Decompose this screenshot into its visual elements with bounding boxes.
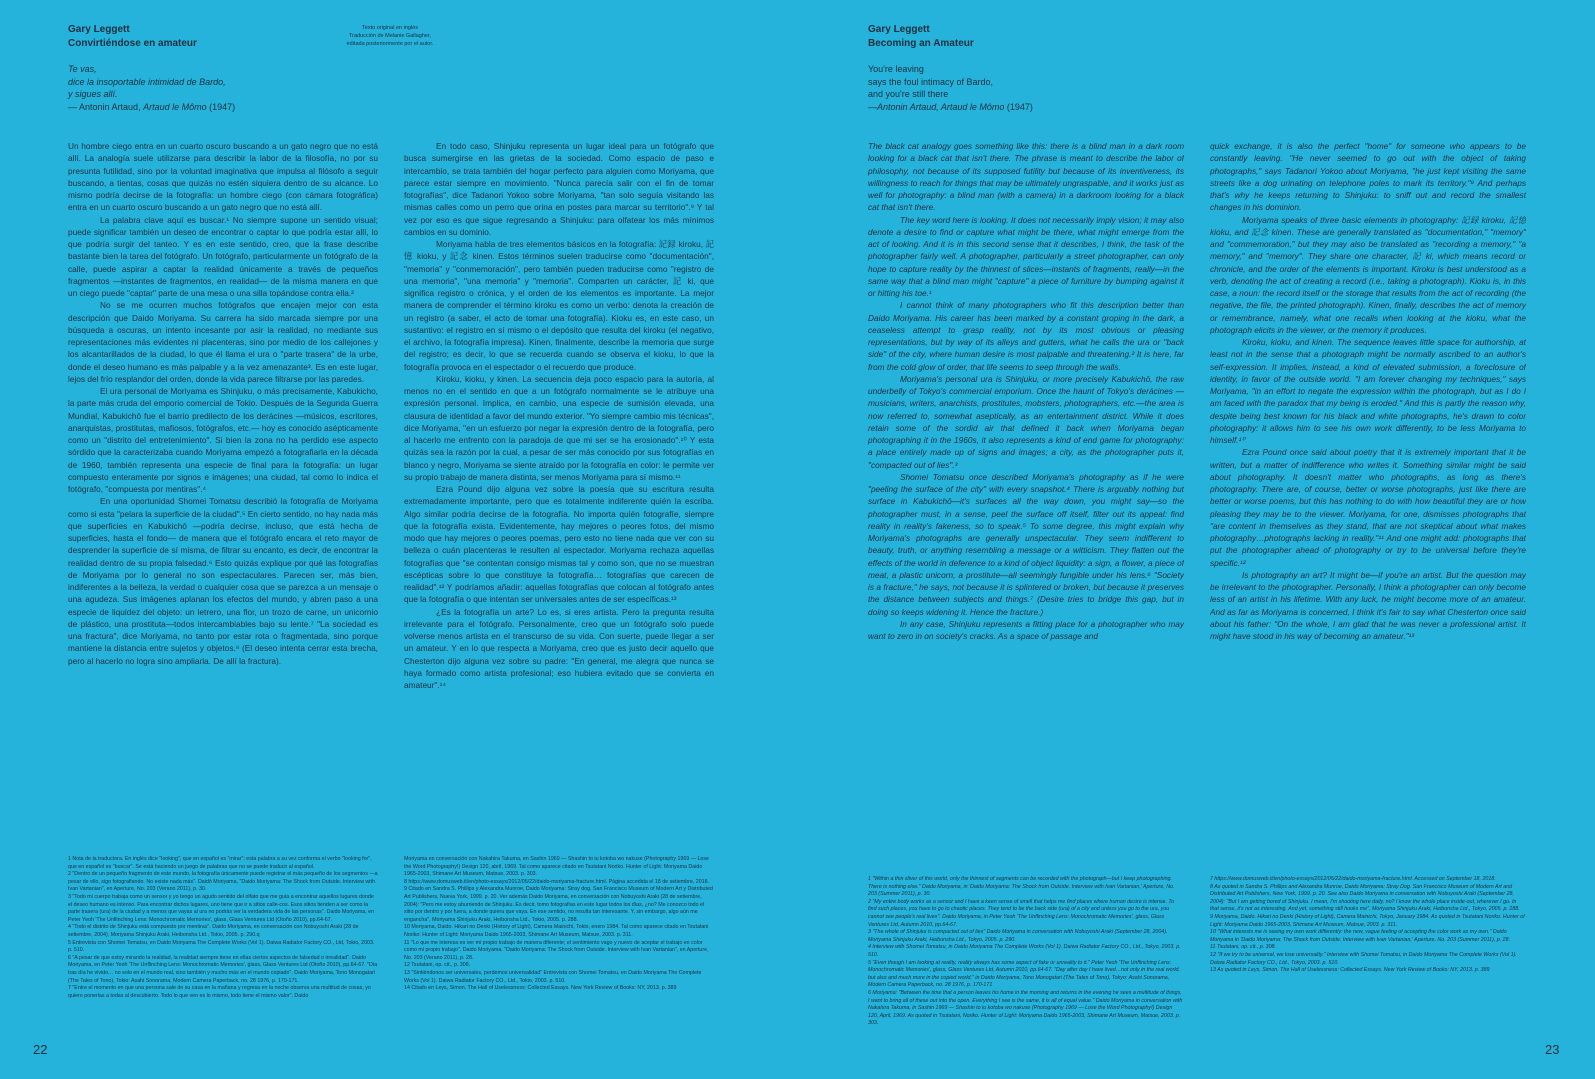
paragraph: Is photography an art? It might be—if you're an artist. But the question may be irrelevant to the photographer. Personally, I think a photographer can only become less of an artist in his lifetime. With any luck, he might become more of an amateur. And as far as Moriyama is concerned, I think it's fair to say what Chesterton once said about his father: "On the whole, I am glad that he was never a professional artist. It might have stood in his way of becoming an amateur."¹³ — [1210, 569, 1526, 641]
paragraph: Shomei Tomatsu once described Moriyama's photography as if he were "peeling the surface of the city" with every snapshot.⁴ There is arguably nothing but surface in Kabukichō—it's surfaces all the way down, you might say—so the photographer must, in a sense, peel the surface off itself, filter out its appeal: find reality in reality's fakeness, so to speak.⁵ To some degree, this might explain why Moriyama's photographs are generally unspectacular. They seem indifferent to beauty, truth, or anything resembling a message or a witticism. They flatten out the effects of the world in deference to a kind of object liquidity: a sign, a flower, a piece of meat, a plastic unicorn, a prostitute—all seemingly fungible under his lens.⁶ "Society is a fracture," he says, not because it is splintered or broken, but because it preserves the distance between subjects and things.⁷ (Desire tries to bridge this gap, but in doing so keeps widening it. Hence the fracture.) — [868, 471, 1184, 617]
paragraph: I cannot think of many photographers who fit this description better than Daido Moriyama. His career has been marked by a constant groping in the dark, a ceaseless attempt to grasp reality, not by its most obvious or pleasing representations, but by way of its alleys and gutters, what he calls the ura or "back side" of the city, where human desire is most palpable and threatening.² It is here, far from the cold glow of order, that life seems to seep through the walls. — [868, 300, 1184, 372]
paragraph: Moriyama habla de tres elementos básicos en la fotografía: 記録 kiroku, 記憶 kioku, y 記念 kinen. Estos términos suelen traducirse como "documentación", "memoria" y "conmemoración", pero también pueden traducirse como "registro de una memoria", "una memoria" y "memoria". Comparten un carácter, 記 ki, que significa registro o crónica, y el orden de los elementos es importante. La mejor manera de comprender el término kiroku es como un verbo: denota la creación de un registro (a saber, el acto de tomar una fotografía). Kioku es, en este caso, un sustantivo: el registro en sí mismo o el depósito que resulta del kiroku (el negativo, el archivo, la fotografía impresa). Kinen, finalmente, describe la memoria que surge del registro; es decir, lo que se recuerda cuando se observa el kioku, lo que la fotografía provoca en el espectador o el recuerdo que produce. — [404, 239, 714, 372]
paragraph: The key word here is looking. It does not necessarily imply vision; it may also denote a desire to find or capture what might be there, what might emerge from the act of looking. And it is in this second sense that it describes, I think, the task of the photographer fairly well. A photographer, particularly a street photographer, can only hope to capture reality by the thinnest of slices—instants of fragments, really—in the same way that a blind man might "capture" a piece of furniture by bumping against it or hitting his toe.¹ — [868, 214, 1184, 298]
footnote: 10 Moriyama, Daido. Hikari no Denki (History of Light), Camera Mainichi, Tokio, enero 1984. Tal como aparece citado en Tsutatani Noriko: Hunter of Light: Moriyama Daido 1965-2003, Shimane Art Museum, Matsue, 2003. p. 311. — [404, 924, 709, 938]
epigraph-attribution — [868, 101, 1168, 114]
left-translator-note — [330, 24, 450, 48]
paragraph: quick exchange, it is also the perfect "home" for someone who appears to be constantly leaving. "He never seemed to go out with the object of taking photographs," says Tadanori Yokoo about Moriyama, "he just kept visiting the same streets like a dog urinating on telephone poles to mark its territory."⁸ And perhaps that's why he keeps returning to Shinjuku: to sniff out and record the smallest changes in his dominion. — [1210, 141, 1526, 213]
footnote: 5 "Even though I am looking at reality, reality always has some aspect of fake or unreality to it." Peter Yeoh 'The Unflinching Lens: Monochromatic Memories', glass, Glass Ventures Ltd, Autumn 2010, pp.64-67. "Day after day I have lived…not only in the real world, but also and much more in the copied world," in Daido Moriyama, Tono Monogatari (The Tales of Tono), Tokyo: Asahi Sonorama, Modern Camera Paperback, no. 28 1976, p. 170-171 — [868, 959, 1180, 989]
paragraph: No se me ocurren muchos fotógrafos que encajen mejor con esta descripción que Daido Moriyama. Su carrera ha sido marcada siempre por una búsqueda a oscuras, un intento incesante por asir la realidad, no mediante sus representaciones más evidentes ni placenteras, sino por medio de los callejones y los alcantarillados de la ciudad, lo que él llama el ura o "parte trasera" de la urbe, donde el deseo humano es más palpable y a la vez amenazante³. Es en este lugar, lejos del frío resplandor del orden, donde la vida parece filtrarse por las paredes. — [68, 300, 378, 384]
footnote: 7 https://www.domusweb.it/en/photo-essays/2012/05/22/daido-moriyama-fracture.html. Accessed on September 18, 2018. — [1210, 876, 1496, 882]
epigraph-line: dice la insoportable intimidad de Bardo, — [68, 76, 226, 87]
epigraph-line: says the foul intimacy of Bardo, — [868, 76, 994, 87]
paragraph: ¿Es la fotografía un arte? Lo es, si eres artista. Pero la pregunta resulta irrelevante para el fotógrafo. Personalmente, creo que un fotógrafo solo puede volverse menos artista en el transcurso de su vida. Con suerte, puede llegar a ser un amateur. Y en lo que respecta a Moriyama, creo que es justo decir aquello que Chesterton dijo alguna vez sobre su padre: "En general, me alegra que nunca se haya formado como artista profesional; eso hubiera evitado que se convierta en amateur".¹⁴ — [404, 606, 714, 690]
footnote: 7 "Entre el momento en que una persona sale de su casa en la mañana y regresa en la noche observa una multitud de cosas, yo quiero ponerlas a todas al descubierto. Todo lo que veo es lo mismo, todo tiene el mismo valor". Daido — [68, 985, 371, 999]
footnote: 1 "Within a thin sliver of this world, only the thinnest of segments can be recorded with the photograph—but I keep photographing. There is nothing else." Daido Moriyama, in 'Daido Moriyama: The Shock from Outside. Interview with Ivan Vartanian,' Aperture, No. 203 (Summer 2011), p. 30. — [868, 876, 1175, 898]
right-footnotes-1 — [868, 876, 1184, 1056]
paragraph: En una oportunidad Shomei Tomatsu describió la fotografía de Moriyama como si esta "pelara la superficie de la ciudad".⁵ En cierto sentido, no hay nada más que superficies en Kabukichō —podría decirse, incluso, que está hecha de superficies, hasta el fondo— de manera que el fotógrafo encara el reto mayor de desprender la superficie de sí misma, de filtrar su encanto, es decir, de encontrar la realidad dentro de su propia falsedad.⁶ Esto quizás explique por qué las fotografías de Moriyama por lo general no son espectaculares. Parecen ser, más bien, indiferentes a la belleza, la verdad o cualquier cosa que se parezca a un mensaje o una agudeza. Sus imágenes aplanan los efectos del mundo, y abren paso a una especie de liquidez del objeto: un letrero, una flor, un trozo de carne, un unicornio de plástico, una prostituta—todos intercambiables bajo su lente.⁷ "La sociedad es una fractura", dice Moriyama, no tanto por estar rota o fragmentada, sino porque mantiene la distancia entre sujetos y objetos.⁸ (El deseo intenta cerrar esta brecha, pero al hacerlo no logra sino ampliarla. De allí la fractura). — [68, 496, 378, 666]
translator-line: editada posteriormente por el autor. — [346, 41, 434, 47]
footnote: Moriyama en conversación con Nakahira Takuma, en Sashin 1969 — Shashin to iu kotoba wo nakuse (Photography 1969 — Lose the Word Photography!) Design 120, abril, 1969. Tal como aparece citado en Tsutatani Noriko. Hunter of Light: Moriyama Daido 1965-2003, Shimane Art Museum, Matsue, 2003. p. 303. — [404, 856, 709, 878]
paragraph: In any case, Shinjuku represents a fitting place for a photographer who may want to zero in on society's cracks. As a space of passage and — [868, 618, 1184, 641]
footnote: 2 "Dentro de un pequeño fragmento de este mundo, la fotografía únicamente puede registrar el más pequeño de los segmentos —a pesar de ello, sigo fotografiando. No existe nada más". Daidō Moriyama, "Daido Moriyama: The Shock from Outside. Interview with Ivan Vartanian", en Aperture, No. 203 (Verano 2011), p. 30. — [68, 871, 378, 893]
epigraph-line: You're leaving — [868, 64, 924, 74]
left-epigraph — [68, 63, 368, 113]
attribution-work: Artaud le Mômo — [143, 101, 207, 112]
translator-line: Traducción de Melanie Gallagher, — [348, 33, 432, 39]
footnote: 13 "Sintiéndonos ser universales, perdemos universalidad" Entrevista con Shomei Tomatsu, en Daido Moriyama The Complete Works (Vol 1). Daiwa Radiator Factory CO., Ltd., Tokio, 2003. p. 510. — [404, 969, 702, 984]
left-column-2 — [404, 140, 714, 762]
attribution-year: (1947) — [1004, 101, 1033, 112]
footnote: 9 Citado en Sandra S. Phillips y Alexandra Munroe, Daido Moriyama: Stray dog. San Francisco Museum of Modern Art y Distributed Art Publishers, Nueva York, 1999. p. 20. Ver además Daido Moriyama, en conversación con Nobuyoshi Araki (28 de setiembre, 2004): "Pero me estoy aburriendo de Shinjuku. Es decir, tomo fotografías en este lugar todos los días, ¿no? Me conozco todo el sitio por dentro y por fuera, a donde quiera que vaya. En ese sentido, no resulta tan interesante. Y, sin embargo, algo aún me engancha", Moriyama Shinjuku Araki, Heibonsha Ltd., Tokio, 2005. p. 288. — [404, 886, 713, 923]
paragraph: Ezra Pound once said about poetry that it is extremely important that it be written, but a matter of indifference who writes it. Something similar might be said about photography. It doesn't matter who photographs, as long as there's photography. There are, of course, better or worse photographs, just like there are better or worse poems, but this has nothing to do with how beautiful they are or how pleasing they may be to the viewer. Moriyama, for one, dismisses photographs that "are content in themselves as they stand, that are not skeptical about what makes photography…photographs lacking in reality."¹¹ And one might add: photographs that put the photographer ahead of photography or try to be universal before they're specific.¹² — [1210, 447, 1526, 568]
attribution-work: Artaud le Mômo — [940, 101, 1005, 112]
paragraph: The black cat analogy goes something like this: there is a blind man in a dark room looking for a black cat that isn't there. The phrase is meant to describe the labor of philosophy, not because of its supposed futility but because of its inventiveness, its willingness to reach for things that may be ultimately ungraspable, and it works just as well for photography: a blind man (with a camera) in a darkroom looking for a black cat that isn't there. — [868, 141, 1184, 213]
footnote: 5 Entrevista con Shomei Tomatsu, en Daido Moriyama The Complete Works (Vol 1). Daiwa Radiator Factory CO., Ltd, Tokio, 2003. p. 510. — [68, 939, 375, 954]
footnote: 8 As quoted in Sandra S. Phillips and Alexandra Munroe, Daido Moriyama: Stray Dog. San Francisco Museum of Modern Art and Distributed Art Publishers, New York, 1999. p. 20. See also Daido Moriyama in conversation with Nobuyoshi Araki (September 28, 2004): "But I am getting bored of Shinjuku. I mean, I'm shooting here daily, no? I know the whole place inside-out, wherever I go. In that sense, it's not as interesting. And yet, something still hooks me", Moriyama Shinjuku Araki, Heibonsha Ltd., Tokyo, 2005. p. 288. — [1210, 883, 1520, 913]
footnote: 9 Moriyama, Daido. Hikari no Denki (History of Light), Camera Mainichi, Tokyo, January 1984. As quoted in Tsutatani Noriko. Hunter of Light: Moriyama Daido 1965-2003, Shimane Art Museum, Matsue, 2003. p. 311. — [1210, 913, 1525, 928]
paragraph: En todo caso, Shinjuku representa un lugar ideal para un fotógrafo que busca sumergirse en las grietas de la sociedad. Como espacio de paso e intercambio, se trata también del hogar perfecto para alguien como Moriyama, que parece estar siempre en movimiento. "Nunca parecía salir con el fin de tomar fotografías", dice Tadanori Yokoo sobre Moriyama, "tan solo seguía visitando las mismas calles como un perro que orina en postes para marcar su territorio".⁹ Y tal vez por eso es que sigue regresando a Shinjuku: para olfatear los más mínimos cambios en su dominio. — [404, 141, 714, 237]
footnote: 12 "If we try to be universal, we lose universality." Interview with Shomei Tomatsu, in Daido Moriyama The Complete Works (Vol 1). Daiwa Radiator Factory CO., Ltd., Tokyo, 2003. p. 510. — [1210, 951, 1517, 966]
paragraph: Kiroku, kioku, y kinen. La secuencia deja poco espacio para la autoría, al menos no en el sentido en que a un fotógrafo normalmente se le atribuye una expresión personal. Implica, en cambio, una especie de sumisión elevada, una clausura de identidad a favor del mundo exterior. "Yo siempre cambio mis técnicas", dice Moriyama, "en un esfuerzo por negar la expresión dentro de la fotografía, pero al hacerlo me enfrento con la paradoja de que mi ser se ha erosionado".¹⁰ Y esta quizás sea la razón por la cual, a pesar de ser más conocido por sus fotografías en blanco y negro, Moriyama se siente atraído por la fotografía en color: le permite ver su propio trabajo de manera distinta, ser menos Moriyama para sí mismo.¹¹ — [404, 373, 714, 482]
footnote: 4 Interview with Shomei Tomatsu, in Daido Moriyama The Complete Works (Vol 1). Daiwa Radiator Factory CO., Ltd., Tokyo, 2003. p. 510. — [868, 944, 1181, 958]
footnote: 1 Nota de la traductora. En inglés dice "looking", que en español es "mirar"; esta palabra a su vez conforma el verbo "looking for", que en español es "buscar". Se está haciendo un juego de palabras que no se puede traducir al español. — [68, 856, 372, 870]
attribution-prefix: — Antonin Artaud, — [68, 101, 144, 112]
footnote: 6 Moriyama: "Between the time that a person leaves his home in the morning and returns in the evening he sees a multitude of things, I want to bring all of these out into the open. Everything I see is the same, it is all of equal value." Daido Moriyama in conversation with Nakahira Takuma, in Sashin 1969 — Shashin to iu kotoba wo nakuse (Photography 1969 — Lose the Word Photography!) Design 120, April, 1969. As quoted in Tsutatani, Noriko. Hunter of Light: Moriyama Daido 1965-2003, Shimane Art Museum, Matsue, 2003. p. 303. — [868, 989, 1183, 1027]
right-author: Gary Leggett — [868, 24, 930, 35]
footnote: 11 "Lo que me interesa es ver mi propio trabajo de manera diferente; el sentimiento vago y nuevo de aceptar el trabajo en color como mi propio trabajo". Daido Moriyama. "Daido Moriyama: The Shock from Outside. Interview with Ivan Vartanian", en Aperture, No. 203 (Verano 2011), p. 28. — [404, 939, 709, 961]
epigraph-line: y sigues allí. — [68, 89, 118, 99]
footnote: 13 As quoted in Leys, Simon. The Hall of Uselessness: Collected Essays. New York Review of Books: NY, 2013. p. 389 — [1210, 967, 1490, 974]
attribution-year: (1947) — [206, 101, 236, 112]
footnote: 10 "What interests me is seeing my own work differently: the new, vague feeling of accepting the color work as my own." Daido Moriyama in 'Daido Moriyama: The Shock from Outside. Interview with Ivan Vartanian,' Aperture, No. 203 (Summer 2011), p. 28. — [1210, 929, 1511, 943]
paragraph: Moriyama's personal ura is Shinjuku, or more precisely Kabukichō, the raw underbelly of Tokyo's commercial emporium. Once the haunt of Tokyo's derácines —musicians, writers, anarchists, prostitutes, mobsters, photographers, etc.—the area is now referred to, somewhat aseptically, as an entertainment district. While it does retain some of the sordid air that defined it back when Moriyama began photographing it in the 1960s, it also represents a kind of end game for photography: a place entirely made up of signs and images; a city, as the photographer puts it, "compacted out of lies".³ — [868, 373, 1184, 470]
left-title: Convirtiéndose en amateur — [68, 38, 197, 49]
paragraph: La palabra clave aquí es buscar.¹ No siempre supone un sentido visual; puede significar también un deseo de encontrar o captar lo que podría estar allí, lo que podría surgir del tanteo. Y es en este sentido, creo, que la frase describe bastante bien la tarea del fotógrafo. Un fotógrafo, particularmente un fotógrafo de la calle, puede aspirar a captar la realidad únicamente a través de pequeños fragmentos —instantes de fragmentos, en realidad— de la misma manera en que un ciego puede "captar" parte de una mesa o una silla topándose contra ella.² — [68, 214, 378, 298]
right-footnotes-2 — [1210, 876, 1526, 1056]
epigraph-attribution — [68, 101, 368, 114]
epigraph-line: Te vas, — [68, 64, 97, 74]
epigraph-line: and you're still there — [868, 89, 949, 99]
footnote: 6 "A pesar de que estoy mirando la realidad, la realidad siempre tiene en ellas ciertos aspectos de falsedad o irrealidad". Daido Moriyama, en Peter Yeoh 'The Unflinching Lens: Monochromatic Memories', glass, Glass Ventures Ltd (Otoño 2010), pp.64-67. "Día tras día he vivido… no solo en el mundo real, sino también y mucho más en el mundo copiado". Daido Moriyama, Tono Monogatari (The Tales of Tono), Tokio: Asahi Sonorama, Modern Camera Paperback, no. 28 1976, p. 170-171. — [68, 954, 378, 984]
left-author: Gary Leggett — [68, 24, 130, 35]
footnote: 12 Tsutatani, op. cit., p. 308. — [404, 962, 471, 969]
paragraph: El ura personal de Moriyama es Shinjuku, o más precisamente, Kabukicho, la parte más cruda del emporio comercial de Tokio. Después de la Segunda Guerra Mundial, Kabukichō fue el barrio predilecto de los derácines —músicos, escritores, anarquistas, prostitutas, mafiosos, fotógrafos, etc.— hoy es conocido asépticamente como un "distrito del entretenimiento". Si bien la zona no ha perdido ese aspecto sórdido que la caracterizaba cuando Moriyama empezó a fotografiarla en la década de 1960, también representa una especie de final para la fotografía: un lugar compuesto enteramente por signos e imágenes; una ciudad, tal como lo indica el fotógrafo, "compuesta por mentiras".⁴ — [68, 386, 378, 494]
footnote: 2 "My entire body works as a sensor and I have a keen sense of smell that helps me find places where human desire is intense. To find such places, you have to go to chaotic places. They tend to be the back side (ura) of a city and unless you go to the ura, you cannot see people's real lives". Daido Moriyama, in Peter Yeoh 'The Unflinching Lens: Monochromatic Memories', glass, Glass Ventures Ltd, Autumn 2010, pp.64-67. — [868, 898, 1175, 928]
right-epigraph — [868, 63, 1168, 113]
footnote: 11 Tsutatani, op. cit., p. 308. — [1210, 944, 1276, 951]
right-page-number: 23 — [1545, 1042, 1560, 1057]
footnote: 3 "The whole of Shinjuku is compacted out of lies" Daido Moriyama in conversation with Nobuyoshi Araki (September 28, 2004). Moriyama Shinjuku Araki, Heibonsha Ltd., Tokyo, 2005. p. 290. — [868, 929, 1168, 943]
attribution-prefix: —Antonin Artaud, — [868, 101, 941, 112]
footnote: 14 Citado en Leys, Simon. The Hall of Uselessness: Collected Essays. New York Review of Books: NY, 2013. p. 389 — [404, 985, 677, 992]
left-footnotes-2 — [404, 856, 714, 1046]
paragraph: Ezra Pound dijo alguna vez sobre la poesía que su escritura resulta extremadamente importante, pero que es totalmente indiferente quién la escriba. Algo similar podría decirse de la fotografía. No importa quién fotografíe, siempre que la fotografía exista. Evidentemente, hay mejores o peores fotos, del mismo modo que hay mejores o peores poemas, pero esto no tiene nada que ver con su belleza o cuán placenteras le resulten al espectador. Moriyama rechaza aquellas fotografías que "se contentan consigo mismas tal y como son, que no se muestran escépticas sobre lo que constituye la fotografía… fotografías que carecen de realidad".¹² Y podríamos añadir: aquellas fotografías que colocan al fotógrafo antes que la fotografía o que intentan ser universales antes de ser específicas.¹³ — [404, 484, 714, 605]
left-footnotes-1 — [68, 856, 378, 1046]
left-page-number: 22 — [33, 1042, 48, 1057]
left-column-1 — [68, 140, 378, 762]
paragraph: Moriyama speaks of three basic elements in photography: 記録 kiroku, 記憶 kioku, and 記念 kinen. These are generally translated as "documentation," "memory" and "commemoration," but they may also be translated as "recording a memory," "a memory," and "memory". They share one character, 記 ki, which means record or chronicle, and the order of the elements is important. Kiroku is best understood as a verb, denoting the act of creating a record (i.e., taking a photograph). Kioku is, in this case, a noun: the record itself or the storage that results from the act of recording (the negative, the file, the printed photograph). Kinen, finally, describes the act of memory or remembrance, namely, what one recalls when looking at the kioku, what the photograph elicits in the viewer, or the memory it produces. — [1210, 214, 1526, 335]
translator-line: Texto original en inglés — [362, 25, 418, 31]
right-column-2 — [1210, 140, 1526, 720]
footnote: 8 https://www.domusweb.it/en/photo-essays/2012/05/22/daido-moriyama-fracture.html. Página accedida el 18 de setiembre, 2018. — [404, 878, 710, 885]
footnote: 4 "Todo el distrito de Shinjuku está compuesto por mentiras". Daido Moriyama, en conversación con Nobuyoshi Araki (28 de setiembre, 2004), Moriyama Shinjuku Araki, Heibonsha Ltd., Tokio, 2005. p. 290.q — [68, 924, 359, 938]
footnote: 3 "Todo mi cuerpo trabaja como un sensor y yo tengo un agudo sentido del olfato que me guía a encontrar aquellos lugares donde el deseo humano es intenso. Para encontrar dichos lugares, uno tiene que ir a sitios calle-cos. Esos sitios tienden a ser como la parte trasera (ura) de la ciudad y a menos que vayas al ura no podrás ver la verdadera vida de las personas". Daido Moriyama, en Peter Yeoh 'The Unflinching Lens: Monochromatic Memories', glass, Glass Ventures Ltd (Otoño 2010), pp.64-67. — [68, 893, 375, 923]
right-title: Becoming an Amateur — [868, 38, 974, 49]
paragraph: Kiroku, kioku, and kinen. The sequence leaves little space for authorship, at least not in the sense that a photograph might be normally ascribed to an author's self-expression. It implies, instead, a kind of elevated submission, a foreclosure of identity, in favor of the outside world. "I am forever changing my techniques," says Moriyama, "in an effort to negate the expression within the photograph, but as I do I am faced with the paradox that my being is eroded." And this is partly the reason why, despite being best known for his black and white photographs, he's drawn to color photography: it allows him to see his own work differently, to be less Moriyama to himself.¹⁰ — [1210, 337, 1526, 445]
paragraph: Un hombre ciego entra en un cuarto oscuro buscando a un gato negro que no está allí. La analogía suele utilizarse para describir la labor de la filosofía, no por su presunta futilidad, sino por la voluntad imaginativa que impulsa al filósofo a seguir buscando, a tientas, cosas que quizás no estén siquiera dentro de su alcance. Lo mismo podría decirse de la fotografía: un hombre ciego (con cámara fotográfica) entra en un cuarto oscuro buscando a un gato negro que no está allí. — [68, 141, 378, 213]
right-column-1 — [868, 140, 1184, 720]
